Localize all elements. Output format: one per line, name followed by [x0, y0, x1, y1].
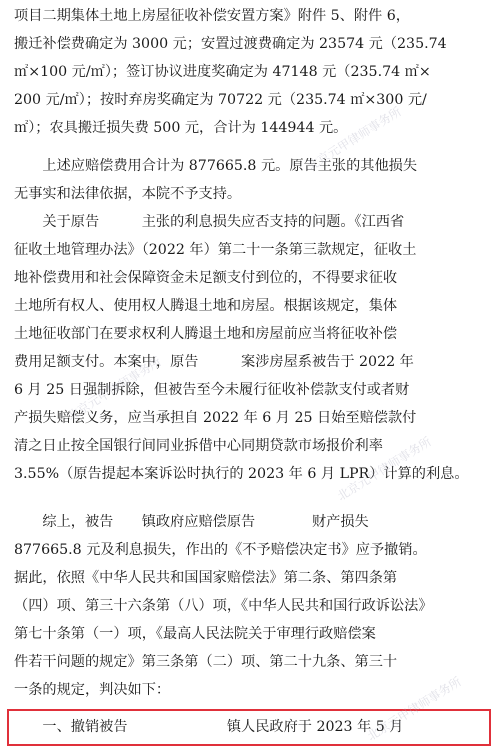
watermark: 北京元甲律师事务所 [334, 434, 434, 504]
text-line: 征收土地管理办法》（2022 年）第二十一条第三款规定，征收土 [14, 242, 417, 258]
text-line: 第七十条第（一）项，《最高人民法院关于审理行政赔偿案 [14, 626, 376, 642]
text-line: ㎡）；农具搬迁损失费 500 元，合计为 144944 元。 [14, 120, 348, 136]
text-line: 据此，依照《中华人民共和国国家赔偿法》第二条、第四条第 [14, 570, 398, 586]
text-line: 搬迁补偿费确定为 3000 元；安置过渡费确定为 23574 元（235.74 [14, 36, 447, 52]
text-line: 一条的规定，判决如下： [14, 682, 171, 698]
watermark: 北京元甲律师事务所 [364, 674, 464, 744]
text-line: 无事实和法律依据，本院不予支持。 [14, 186, 242, 202]
text-line: 土地征收部门在要求权利人腾退土地和房屋前应当将征收补偿 [14, 326, 398, 342]
text-line: 清之日止按全国银行间同业拆借中心同期贷款市场报价利率 [14, 438, 383, 454]
text-line: ㎡×100 元/㎡）；签订协议进度奖确定为 47148 元（235.74 ㎡× [14, 64, 431, 80]
text-line: 综上，被告 镇政府应赔偿原告 财产损失 [14, 514, 369, 530]
text-line: 200 元/㎡）；按时弃房奖确定为 70722 元（235.74 ㎡×300 元/ [14, 92, 427, 108]
text-line: 产损失赔偿义务，应当承担自 2022 年 6 月 25 日始至赔偿款付 [14, 410, 417, 426]
text-line: 关于原告 主张的利息损失应否支持的问题。《江西省 [14, 214, 405, 230]
text-line: 上述应赔偿费用合计为 877665.8 元。原告主张的其他损失 [14, 158, 418, 174]
highlight-box [7, 709, 491, 746]
text-line: 件若干问题的规定》第三条第（二）项、第二十九条、第三十 [14, 654, 398, 670]
text-line: （四）项、第三十六条第（八）项，《中华人民共和国行政诉讼法》 [14, 598, 433, 614]
text-line: 土地所有权人、使用权人腾退土地和房屋。根据该规定，集体 [14, 298, 398, 314]
text-line: 6 月 25 日强制拆除，但被告至今未履行征收补偿款支付或者财 [14, 382, 410, 398]
text-line: 3.55%（原告提起本案诉讼时执行的 2023 年 6 月 LPR）计算的利息。 [14, 466, 469, 482]
text-line: 费用足额支付。本案中，原告 案涉房屋系被告于 2022 年 [14, 354, 414, 370]
text-line: 项目二期集体土地上房屋征收补偿安置方案》附件 5、附件 6， [14, 8, 410, 24]
text-line: 地补偿费用和社会保障资金未足额支付到位的，不得要求征收 [14, 270, 398, 286]
text-line: 877665.8 元及利息损失，作出的《不予赔偿决定书》应予撤销。 [14, 542, 427, 558]
watermark: 北京元甲律师事务所 [304, 104, 404, 174]
text-line: 一、撤销被告 镇人民政府于 2023 年 5 月 [14, 719, 404, 735]
watermark: 北京元甲律师事务所 [64, 354, 164, 424]
